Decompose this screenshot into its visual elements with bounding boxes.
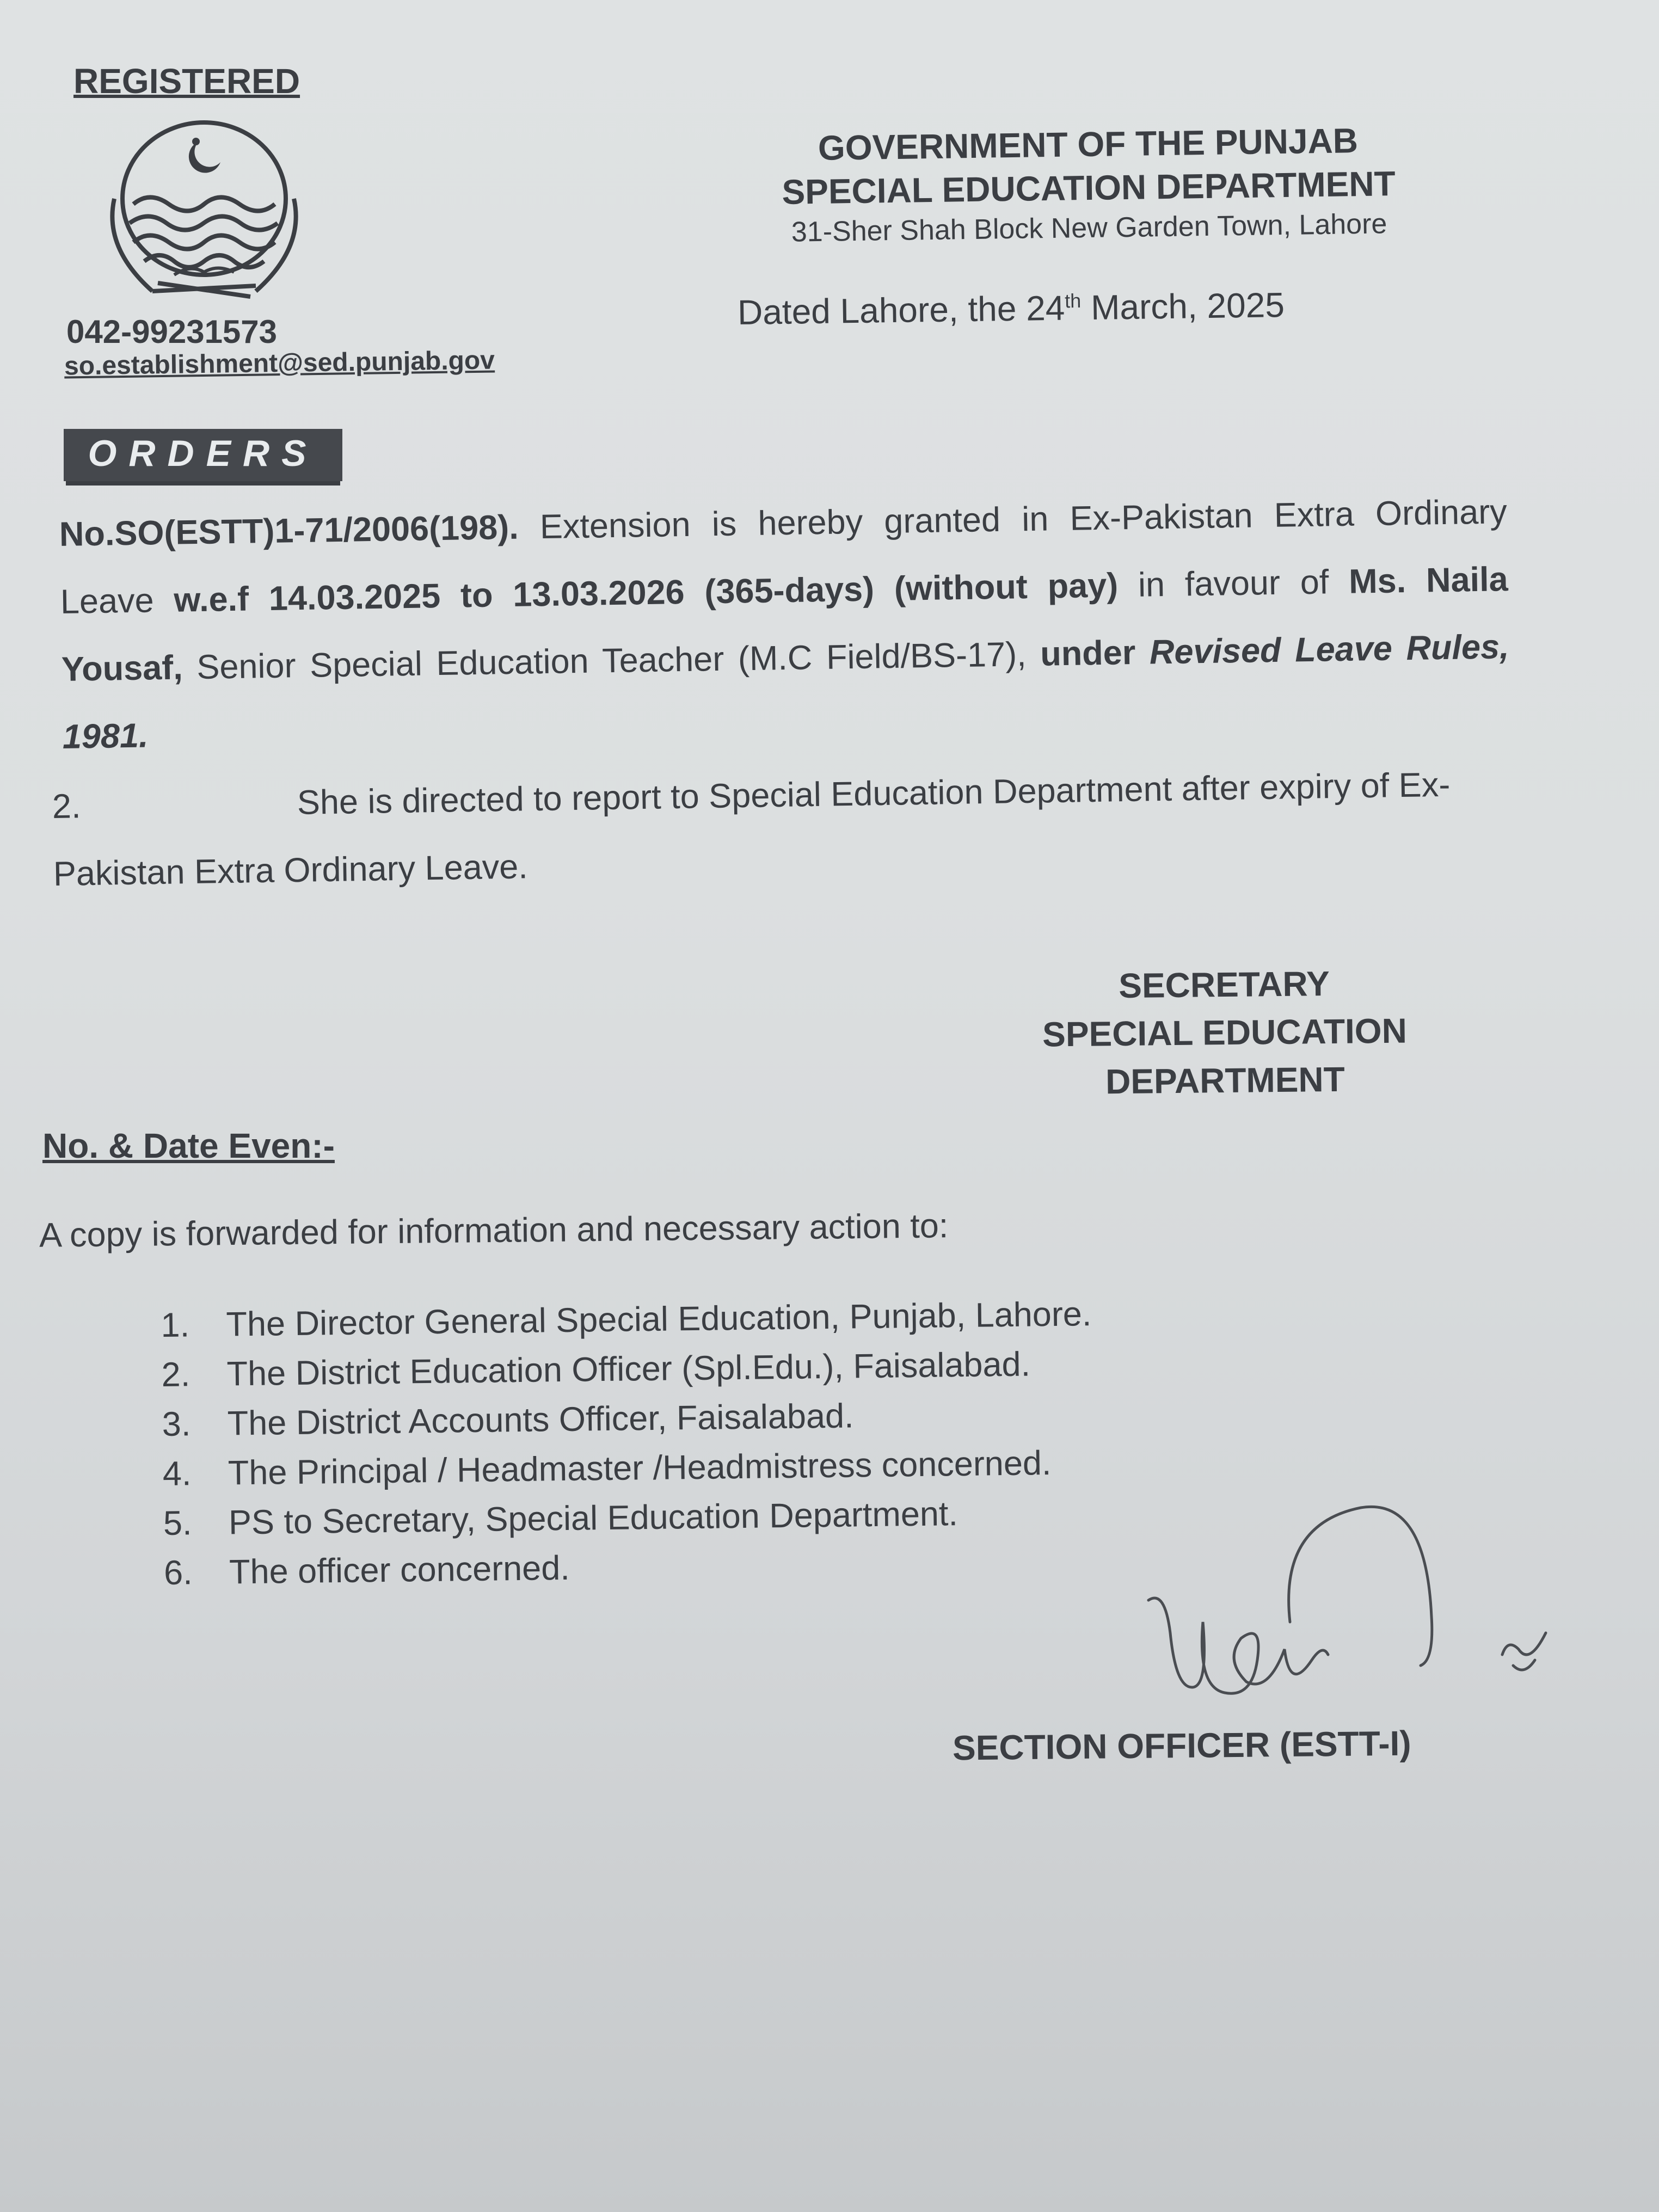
- paragraph-text: She is directed to report to Special Education Department after expiry of Ex-Pakistan Extra Ordinary Leave.: [53, 765, 1451, 893]
- date-line: [738, 285, 1285, 333]
- order-paragraph-1: [59, 478, 1510, 771]
- list-text: The District Education Officer (Spl.Edu.), Faisalabad.: [226, 1345, 1031, 1393]
- copy-recipient-list: [161, 1289, 1095, 1598]
- section-officer-signatory: SECTION OFFICER (ESTT-I): [952, 1723, 1412, 1768]
- registered-label: REGISTERED: [73, 62, 300, 101]
- secretary-signatory: [925, 957, 1525, 1108]
- signatory-line: DEPARTMENT: [1105, 1059, 1345, 1102]
- list-text: The officer concerned.: [229, 1549, 570, 1592]
- list-text: The Director General Special Education, Punjab, Lahore.: [226, 1295, 1092, 1344]
- list-number: 3.: [162, 1405, 191, 1443]
- list-number: 2.: [161, 1355, 191, 1394]
- text: in favour of: [1117, 562, 1349, 605]
- email-link[interactable]: so.establishment@sed.punjab.gov: [64, 346, 495, 381]
- copy-intro: A copy is forwarded for information and necessary action to:: [39, 1207, 949, 1255]
- phone-number: 042-99231573: [66, 314, 278, 350]
- date-suffix: March, 2025: [1080, 285, 1285, 328]
- government-title: GOVERNMENT OF THE PUNJAB: [818, 121, 1359, 168]
- letterhead: [706, 117, 1470, 252]
- department-title: SPECIAL EDUCATION DEPARTMENT: [782, 164, 1396, 212]
- employee-name: Ms. Naila Yousaf,: [61, 560, 1509, 689]
- date-prefix: Dated Lahore, the 24: [737, 288, 1065, 333]
- leave-period: w.e.f 14.03.2025 to 13.03.2026 (365-days) (without pay): [173, 566, 1119, 619]
- list-number: 6.: [163, 1553, 193, 1592]
- date-ordinal: th: [1064, 289, 1082, 312]
- list-text: The Principal / Headmaster /Headmistress concerned.: [228, 1444, 1052, 1492]
- signatory-line: SECRETARY: [1118, 963, 1330, 1006]
- no-date-even-label: No. & Date Even:-: [42, 1126, 335, 1165]
- list-item: [164, 1537, 1095, 1598]
- list-number: 1.: [161, 1306, 190, 1344]
- order-paragraph-2: [52, 750, 1513, 908]
- text: under: [1040, 633, 1150, 673]
- punjab-emblem-logo: [82, 117, 327, 302]
- list-text: The District Accounts Officer, Faisalabad.: [227, 1397, 854, 1443]
- text: Senior Special Education Teacher (M.C Field/BS-17),: [182, 635, 1041, 687]
- department-address: 31-Sher Shah Block New Garden Town, Lahore: [791, 208, 1387, 248]
- orders-heading: ORDERS: [64, 429, 342, 481]
- list-number: 4.: [162, 1454, 192, 1493]
- order-reference: No.SO(ESTT)1-71/2006(198).: [59, 508, 519, 554]
- list-text: PS to Secretary, Special Education Department.: [228, 1495, 958, 1542]
- list-number: 5.: [163, 1504, 192, 1543]
- paragraph-number: 2.: [52, 787, 82, 826]
- signatory-line: SPECIAL EDUCATION: [1042, 1011, 1408, 1054]
- rules-reference: Revised Leave Rules, 1981.: [62, 628, 1510, 756]
- text: Extension is hereby granted in Ex-Pakistan Extra Ordinary Leave: [60, 493, 1508, 621]
- handwritten-signature: [1132, 1486, 1568, 1747]
